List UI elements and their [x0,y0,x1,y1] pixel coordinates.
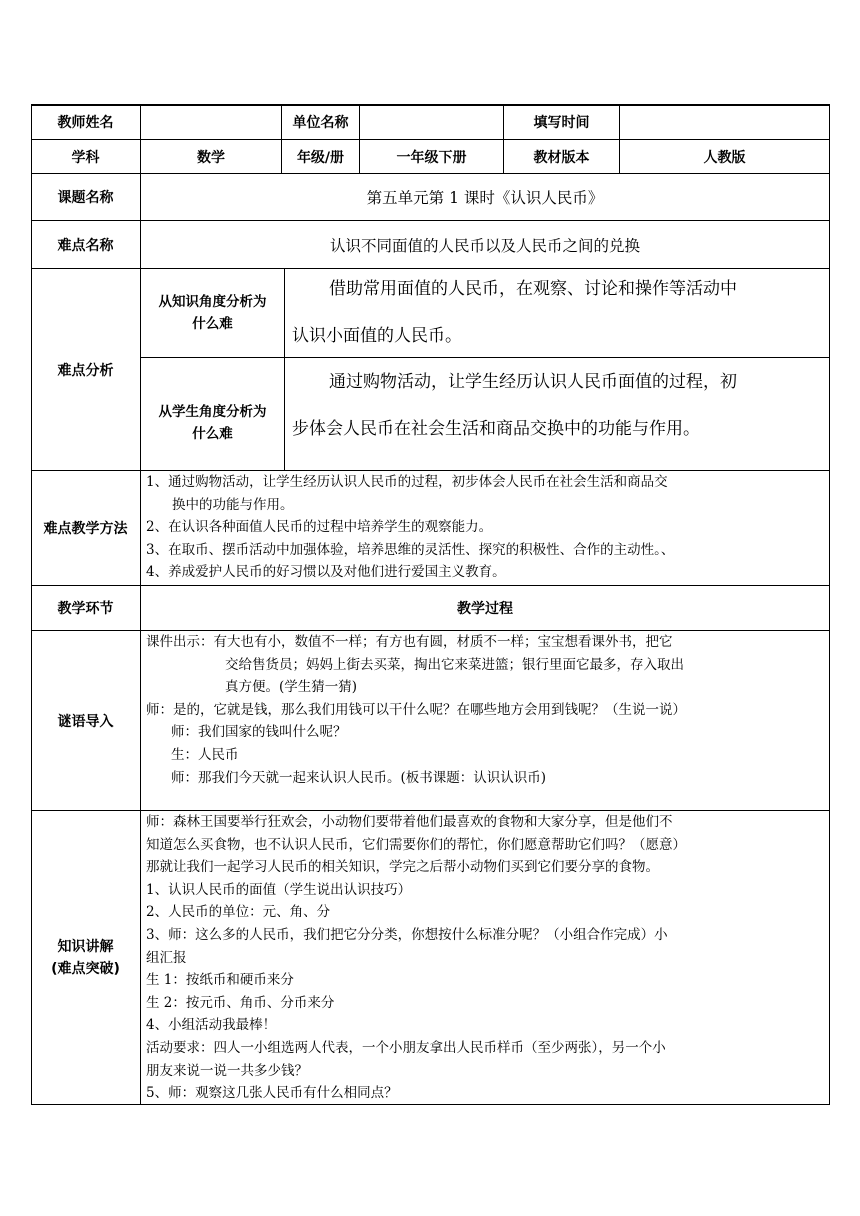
method-label: 难点教学方法 [43,521,128,537]
grade-value: 一年级下册 [396,149,467,166]
edition-value: 人教版 [703,149,746,166]
method-line: 换中的功能与作用。 [172,496,294,513]
student-angle-label-line: 从学生角度分析为 [158,404,267,420]
fill-time-field[interactable] [620,105,829,139]
method-line: 1、通过购物活动，让学生经历认识人民币的过程，初步体会人民币在社会生活和商品交 [146,474,668,490]
riddle-line: 师：那我们今天就一起来认识人民币。(板书课题：认识认识币) [171,769,547,786]
edition-label: 教材版本 [533,149,590,166]
knowledge-angle-line: 认识小面值的人民币。 [292,326,462,346]
method-text [146,471,828,584]
student-angle-label-line: 什么难 [192,426,233,442]
teaching-stage-header: 教学环节 [57,601,114,617]
teacher-name-label: 教师姓名 [57,115,114,131]
knowledge-line: 组汇报 [146,949,187,966]
student-angle-label [141,358,284,470]
knowledge-line: 那就让我们一起学习人民币的相关知识，学完之后帮小动物们买到它们要分享的食物。 [146,859,659,876]
knowledge-line: 知道怎么买食物，也不认识人民币，它们需要你们的帮忙，你们愿意帮助它们吗？（愿意） [146,836,686,853]
riddle-line: 师：我们国家的钱叫什么呢？ [171,724,347,741]
subject-value: 数学 [197,149,225,166]
unit-name-field[interactable] [360,105,503,139]
knowledge-line: 活动要求：四人一小组选两人代表，一个小朋友拿出人民币样币（至少两张），另一个小 [146,1039,666,1056]
riddle-line: 交给售货员；妈妈上街去买菜，掏出它来菜进篮；银行里面它最多，存入取出 [225,656,684,673]
knowledge-explain-text [146,811,828,1105]
method-line: 4、养成爱护人民币的好习惯以及对他们进行爱国主义教育。 [146,564,506,580]
knowledge-angle-text [292,266,828,360]
grade-label: 年级/册 [296,149,345,166]
teacher-name-field[interactable] [141,105,281,139]
student-angle-line: 通过购物活动，让学生经历认识人民币面值的过程，初 [329,372,737,392]
knowledge-line: 1、认识人民币的面值（学生说出认识技巧） [146,881,412,898]
student-angle-text [292,359,828,453]
knowledge-line: 朋友来说一说一共多少钱？ [146,1062,308,1079]
analysis-label: 难点分析 [57,362,114,379]
difficulty-value: 认识不同面值的人民币以及人民币之间的兑换 [329,236,640,255]
riddle-line: 生：人民币 [171,746,239,763]
knowledge-explain-label-line: (难点突破) [51,960,120,977]
riddle-intro-label: 谜语导入 [57,713,114,730]
subject-label: 学科 [71,149,100,166]
unit-name-label: 单位名称 [292,115,349,131]
knowledge-line: 4、小组活动我最棒！ [146,1017,277,1034]
riddle-line: 师：是的，它就是钱，那么我们用钱可以干什么呢？在哪些地方会用到钱呢？（生说一说） [146,701,686,718]
method-line: 2、在认识各种面值人民币的过程中培养学生的观察能力。 [146,519,493,535]
knowledge-line: 师：森林王国要举行狂欢会，小动物们要带着他们最喜欢的食物和大家分享，但是他们不 [146,814,673,830]
knowledge-line: 5、师：观察这几张人民币有什么相同点？ [146,1085,398,1102]
riddle-line: 课件出示：有大也有小，数值不一样；有方也有圆，材质不一样；宝宝想看课外书，把它 [146,634,673,650]
knowledge-angle-label [141,269,284,357]
topic-value: 第五单元第 1 课时《认识人民币》 [366,189,604,207]
knowledge-line: 3、师：这么多的人民币，我们把它分分类，你想按什么标准分呢？（小组合作完成）小 [146,926,668,943]
knowledge-explain-label [31,811,140,1104]
riddle-intro-text [146,631,828,789]
difficulty-label: 难点名称 [57,237,114,254]
topic-label: 课题名称 [57,190,114,206]
knowledge-explain-label-line: 知识讲解 [57,938,114,955]
knowledge-line: 2、人民币的单位：元、角、分 [146,904,331,921]
riddle-line: 真方便。(学生猜一猜) [225,679,358,696]
knowledge-angle-label-line: 什么难 [192,316,233,332]
knowledge-line: 生 1：按纸币和硬币来分 [146,972,294,989]
method-line: 3、在取币、摆币活动中加强体验，培养思维的灵活性、探究的积极性、合作的主动性。、 [146,541,675,558]
knowledge-line: 生 2：按元币、角币、分币来分 [146,994,335,1011]
fill-time-label: 填写时间 [533,115,590,131]
knowledge-angle-line: 借助常用面值的人民币，在观察、讨论和操作等活动中 [329,279,737,299]
teaching-process-header: 教学过程 [457,601,513,617]
knowledge-angle-label-line: 从知识角度分析为 [158,294,267,310]
student-angle-line: 步体会人民币在社会生活和商品交换中的功能与作用。 [292,419,700,439]
